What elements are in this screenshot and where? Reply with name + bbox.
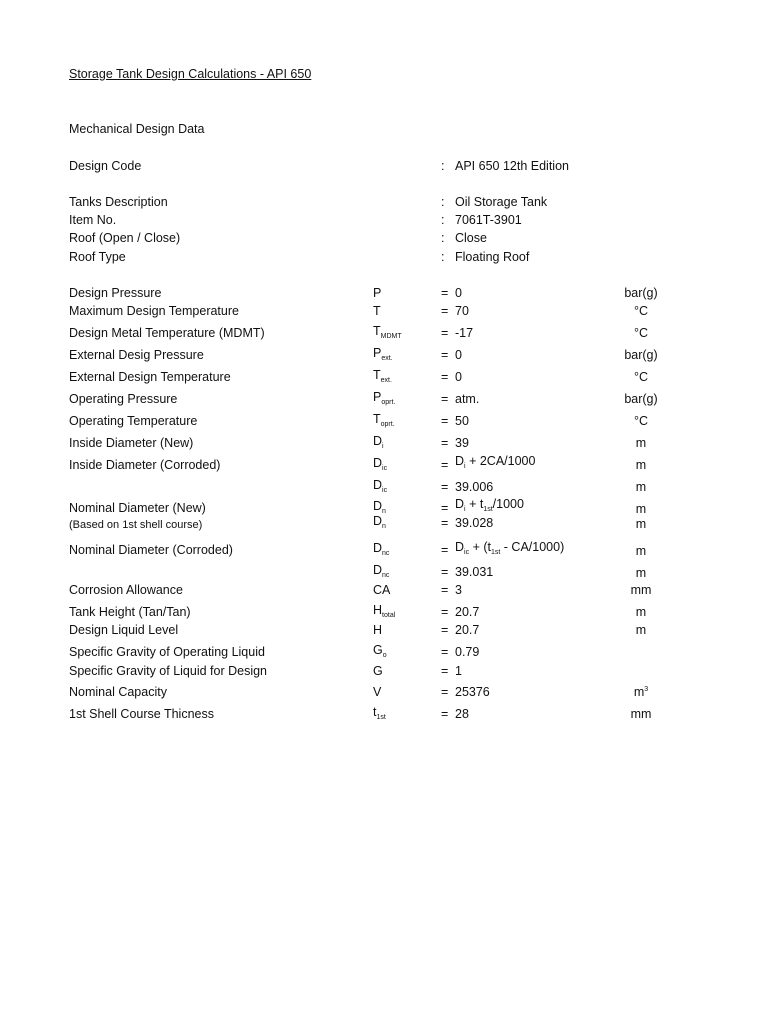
nominal-diameter-new-value-unit: m xyxy=(635,517,647,531)
nominal-diameter-new-symbol: $D_n$ xyxy=(373,499,386,515)
shell-thickness-value: 28 xyxy=(455,707,469,721)
nominal-diameter-corroded-label: Nominal Diameter (Corroded) xyxy=(69,543,233,557)
nominal-diameter-corroded-unit: m xyxy=(635,544,647,558)
design-liquid-level-value: 20.7 xyxy=(455,623,480,637)
colon: : xyxy=(441,231,445,245)
mdmt-unit: °C xyxy=(633,326,649,340)
equals-sign: = xyxy=(441,645,449,659)
sg-operating-value: 0.79 xyxy=(455,645,480,659)
inside-diameter-corroded-unit: m xyxy=(635,458,647,472)
equals-sign: = xyxy=(441,583,449,597)
external-pressure-label: External Desig Pressure xyxy=(69,348,204,362)
inside-diameter-corroded-value-symbol: $D_{ic}$ xyxy=(373,478,388,494)
nominal-diameter-new-value: 39.028 xyxy=(455,516,494,530)
inside-diameter-corroded-value-unit: m xyxy=(635,480,647,494)
tank-height-symbol: $H_{total}$ xyxy=(373,603,396,619)
nominal-diameter-corroded-value: 39.031 xyxy=(455,565,494,579)
equals-sign: = xyxy=(441,605,449,619)
nominal-capacity-unit: $m^3$ xyxy=(633,685,649,699)
equals-sign: = xyxy=(441,707,449,721)
nominal-diameter-new-unit: m xyxy=(635,502,647,516)
design-pressure-label: Design Pressure xyxy=(69,286,162,300)
operating-pressure-value: atm. xyxy=(455,392,480,406)
equals-sign: = xyxy=(441,304,449,318)
design-pressure-unit: bar(g) xyxy=(624,286,658,300)
inside-diameter-corroded-formula: $D_i + 2CA/1000$ xyxy=(455,454,536,470)
nominal-diameter-new-formula: $D_i + t_{1st}/1000$ xyxy=(455,497,524,513)
corrosion-allowance-value: 3 xyxy=(455,583,462,597)
equals-sign: = xyxy=(441,543,449,557)
corrosion-allowance-label: Corrosion Allowance xyxy=(69,583,183,597)
external-pressure-unit: bar(g) xyxy=(624,348,658,362)
design-liquid-level-unit: m xyxy=(635,623,647,637)
equals-sign: = xyxy=(441,414,449,428)
shell-thickness-unit: mm xyxy=(630,707,652,721)
equals-sign: = xyxy=(441,326,449,340)
tank-description-label: Tanks Description xyxy=(69,195,168,209)
equals-sign: = xyxy=(441,516,449,530)
max-design-temp-unit: °C xyxy=(633,304,649,318)
equals-sign: = xyxy=(441,436,449,450)
operating-pressure-symbol: $P_{oprt.}$ xyxy=(373,390,396,406)
external-pressure-symbol: $P_{ext.}$ xyxy=(373,346,393,362)
inside-diameter-corroded-label: Inside Diameter (Corroded) xyxy=(69,458,221,472)
design-pressure-value: 0 xyxy=(455,286,462,300)
external-temp-symbol: $T_{ext.}$ xyxy=(373,368,392,384)
inside-diameter-new-unit: m xyxy=(635,436,647,450)
colon: : xyxy=(441,250,445,264)
nominal-diameter-corroded-formula: $D_{ic} + (t_{1st} - CA/1000)$ xyxy=(455,540,565,556)
nominal-diameter-new-label: Nominal Diameter (New) xyxy=(69,501,206,515)
inside-diameter-corroded-symbol: $D_{ic}$ xyxy=(373,456,388,472)
operating-temp-symbol: $T_{oprt.}$ xyxy=(373,412,395,428)
mdmt-value: -17 xyxy=(455,326,474,340)
equals-sign: = xyxy=(441,370,449,384)
sg-design-symbol: G xyxy=(373,664,383,678)
external-temp-value: 0 xyxy=(455,370,462,384)
shell-thickness-symbol: $t_{1st}$ xyxy=(373,705,386,721)
tank-height-value: 20.7 xyxy=(455,605,480,619)
equals-sign: = xyxy=(441,664,449,678)
nominal-capacity-value: 25376 xyxy=(455,685,490,699)
equals-sign: = xyxy=(441,685,449,699)
max-design-temp-symbol: T xyxy=(373,304,381,318)
nominal-diameter-corroded-value-symbol: $D_{nc}$ xyxy=(373,563,390,579)
nominal-diameter-new-note: (Based on 1st shell course) xyxy=(69,519,203,531)
operating-pressure-unit: bar(g) xyxy=(624,392,658,406)
section-heading: Mechanical Design Data xyxy=(69,122,205,136)
operating-pressure-label: Operating Pressure xyxy=(69,392,178,406)
sg-design-label: Specific Gravity of Liquid for Design xyxy=(69,664,268,678)
nominal-diameter-new-value-symbol: $D_n$ xyxy=(373,514,386,530)
roof-open-close-value: Close xyxy=(455,231,487,245)
design-code-label: Design Code xyxy=(69,159,142,173)
equals-sign: = xyxy=(441,501,449,515)
inside-diameter-new-label: Inside Diameter (New) xyxy=(69,436,194,450)
design-code-value: API 650 12th Edition xyxy=(455,159,569,173)
inside-diameter-new-symbol: $D_i$ xyxy=(373,434,384,450)
inside-diameter-new-value: 39 xyxy=(455,436,469,450)
external-pressure-value: 0 xyxy=(455,348,462,362)
design-pressure-symbol: P xyxy=(373,286,382,300)
sg-operating-symbol: $G_o$ xyxy=(373,643,387,659)
max-design-temp-value: 70 xyxy=(455,304,469,318)
equals-sign: = xyxy=(441,286,449,300)
roof-type-value: Floating Roof xyxy=(455,250,530,264)
sg-design-value: 1 xyxy=(455,664,462,678)
max-design-temp-label: Maximum Design Temperature xyxy=(69,304,239,318)
colon: : xyxy=(441,195,445,209)
equals-sign: = xyxy=(441,458,449,472)
operating-temp-value: 50 xyxy=(455,414,469,428)
page-title: Storage Tank Design Calculations - API 650 xyxy=(69,67,312,81)
external-temp-unit: °C xyxy=(633,370,649,384)
operating-temp-unit: °C xyxy=(633,414,649,428)
roof-type-label: Roof Type xyxy=(69,250,126,264)
equals-sign: = xyxy=(441,480,449,494)
nominal-diameter-corroded-value-unit: m xyxy=(635,566,647,580)
external-temp-label: External Design Temperature xyxy=(69,370,231,384)
tank-height-label: Tank Height (Tan/Tan) xyxy=(69,605,191,619)
equals-sign: = xyxy=(441,623,449,637)
corrosion-allowance-unit: mm xyxy=(630,583,652,597)
colon: : xyxy=(441,213,445,227)
nominal-capacity-label: Nominal Capacity xyxy=(69,685,167,699)
equals-sign: = xyxy=(441,348,449,362)
shell-thickness-label: 1st Shell Course Thicness xyxy=(69,707,214,721)
design-liquid-level-symbol: H xyxy=(373,623,383,637)
mdmt-label: Design Metal Temperature (MDMT) xyxy=(69,326,265,340)
equals-sign: = xyxy=(441,392,449,406)
item-no-label: Item No. xyxy=(69,213,117,227)
corrosion-allowance-symbol: CA xyxy=(373,583,391,597)
nominal-capacity-symbol: V xyxy=(373,685,382,699)
sg-operating-label: Specific Gravity of Operating Liquid xyxy=(69,645,265,659)
design-liquid-level-label: Design Liquid Level xyxy=(69,623,179,637)
roof-open-close-label: Roof (Open / Close) xyxy=(69,231,181,245)
tank-height-unit: m xyxy=(635,605,647,619)
mdmt-symbol: $T_{MDMT}$ xyxy=(373,324,402,340)
nominal-diameter-corroded-symbol: $D_{nc}$ xyxy=(373,541,390,557)
tank-description-value: Oil Storage Tank xyxy=(455,195,548,209)
colon: : xyxy=(441,159,445,173)
operating-temp-label: Operating Temperature xyxy=(69,414,198,428)
item-no-value: 7061T-3901 xyxy=(455,213,522,227)
inside-diameter-corroded-value: 39.006 xyxy=(455,480,494,494)
equals-sign: = xyxy=(441,565,449,579)
